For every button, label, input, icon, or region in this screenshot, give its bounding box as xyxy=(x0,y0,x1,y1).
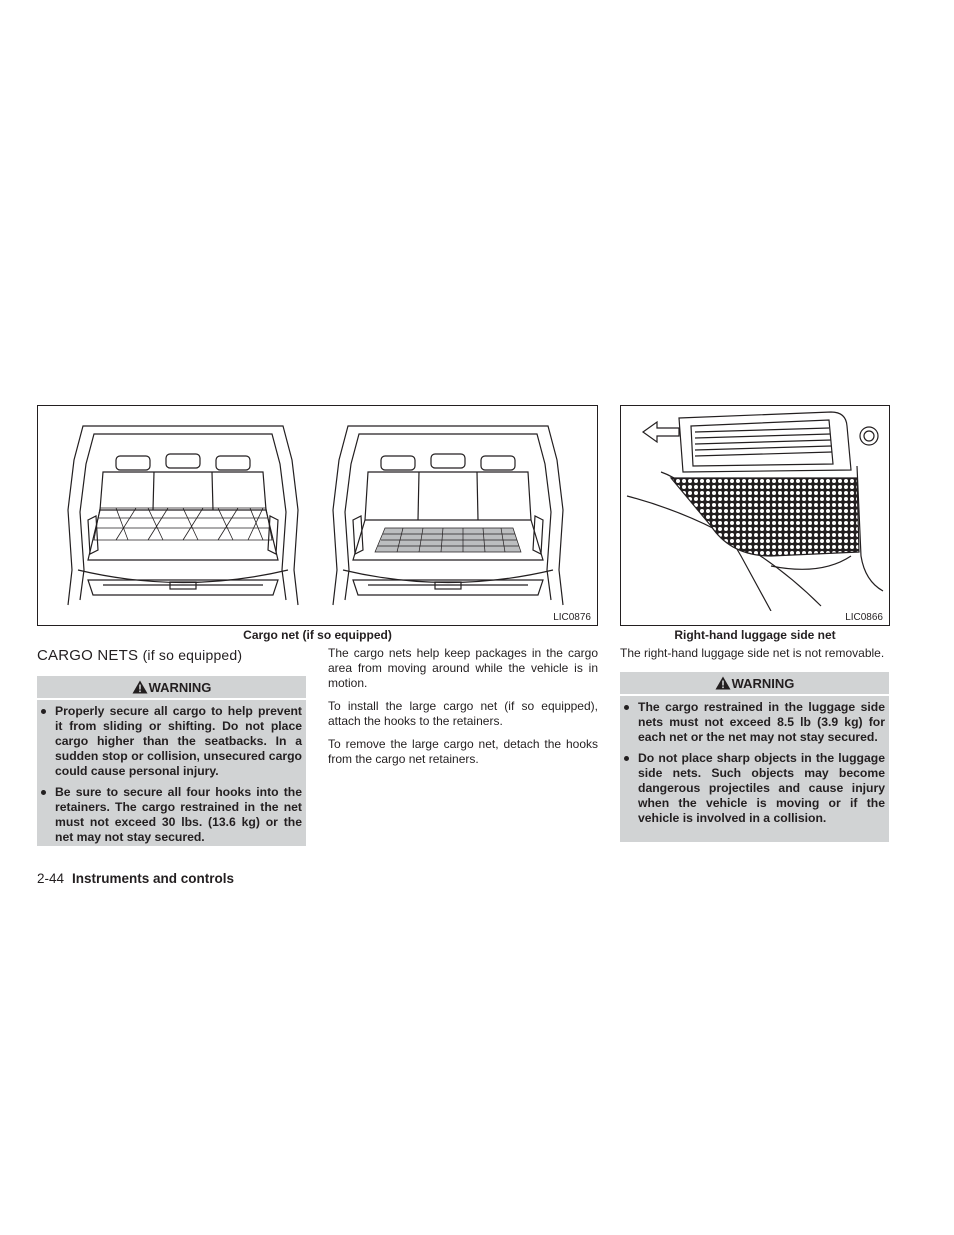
warning-triangle-icon xyxy=(132,680,148,694)
figure-caption: Right-hand luggage side net xyxy=(674,628,836,642)
page-footer xyxy=(37,871,234,886)
cargo-area-with-floor-net-illustration xyxy=(323,420,573,610)
warning-header xyxy=(37,676,306,698)
side-net-figure xyxy=(620,405,890,626)
warning-box-left xyxy=(37,676,306,846)
body-paragraph: To install the large cargo net (if so equipped), attach the hooks to the retainers. xyxy=(328,699,598,728)
cargo-area-with-net-on-seatbacks-illustration xyxy=(58,420,308,610)
side-net-illustration xyxy=(621,406,889,611)
section-title xyxy=(37,647,242,664)
list-item: Be sure to secure all four hooks into the retainers. The cargo restrained in the net must not exceed 30 lbs. (13.6 kg) or the net may not stay secured. xyxy=(37,785,302,845)
warning-list xyxy=(620,696,889,834)
list-item: The cargo restrained in the luggage side nets must not exceed 8.5 lb (3.9 kg) for each net or the net may not stay secured. xyxy=(620,700,885,745)
page-number: 2-44 xyxy=(37,871,65,886)
warning-triangle-icon xyxy=(715,676,731,690)
bullet-icon xyxy=(624,756,629,761)
figure-code: LIC0866 xyxy=(845,612,883,623)
body-paragraph: The cargo nets help keep packages in the cargo area from moving around while the vehicle is in motion. xyxy=(328,646,598,690)
body-paragraph: To remove the large cargo net, detach the hooks from the cargo net retainers. xyxy=(328,737,598,766)
chapter-title: Instruments and controls xyxy=(72,871,235,886)
warning-header xyxy=(620,672,889,694)
warning-label: WARNING xyxy=(731,676,795,691)
figure-caption: Cargo net (if so equipped) xyxy=(243,628,392,642)
body-paragraph: The right-hand luggage side net is not removable. xyxy=(620,646,885,660)
warning-list xyxy=(37,700,306,853)
list-item: Properly secure all cargo to help prevent it from sliding or shifting. Do not place cargo higher than the seatbacks. In a sudden stop or collision, unsecured cargo could cause personal injury. xyxy=(37,704,302,779)
bullet-icon xyxy=(624,705,629,710)
bullet-icon xyxy=(41,790,46,795)
warning-label: WARNING xyxy=(148,680,212,695)
section-title-suffix: (if so equipped) xyxy=(142,647,243,663)
warning-box-right xyxy=(620,672,889,842)
forward-arrow-icon xyxy=(643,422,679,442)
figure-code: LIC0876 xyxy=(553,612,591,623)
middle-column xyxy=(328,646,598,775)
list-item: Do not place sharp objects in the luggage side nets. Such objects may become dangerous projectiles and cause injury when the vehicle is moving or if the vehicle is involved in a collision. xyxy=(620,751,885,826)
cargo-net-figure xyxy=(37,405,598,626)
bullet-icon xyxy=(41,709,46,714)
section-title-main: CARGO NETS xyxy=(37,647,139,664)
